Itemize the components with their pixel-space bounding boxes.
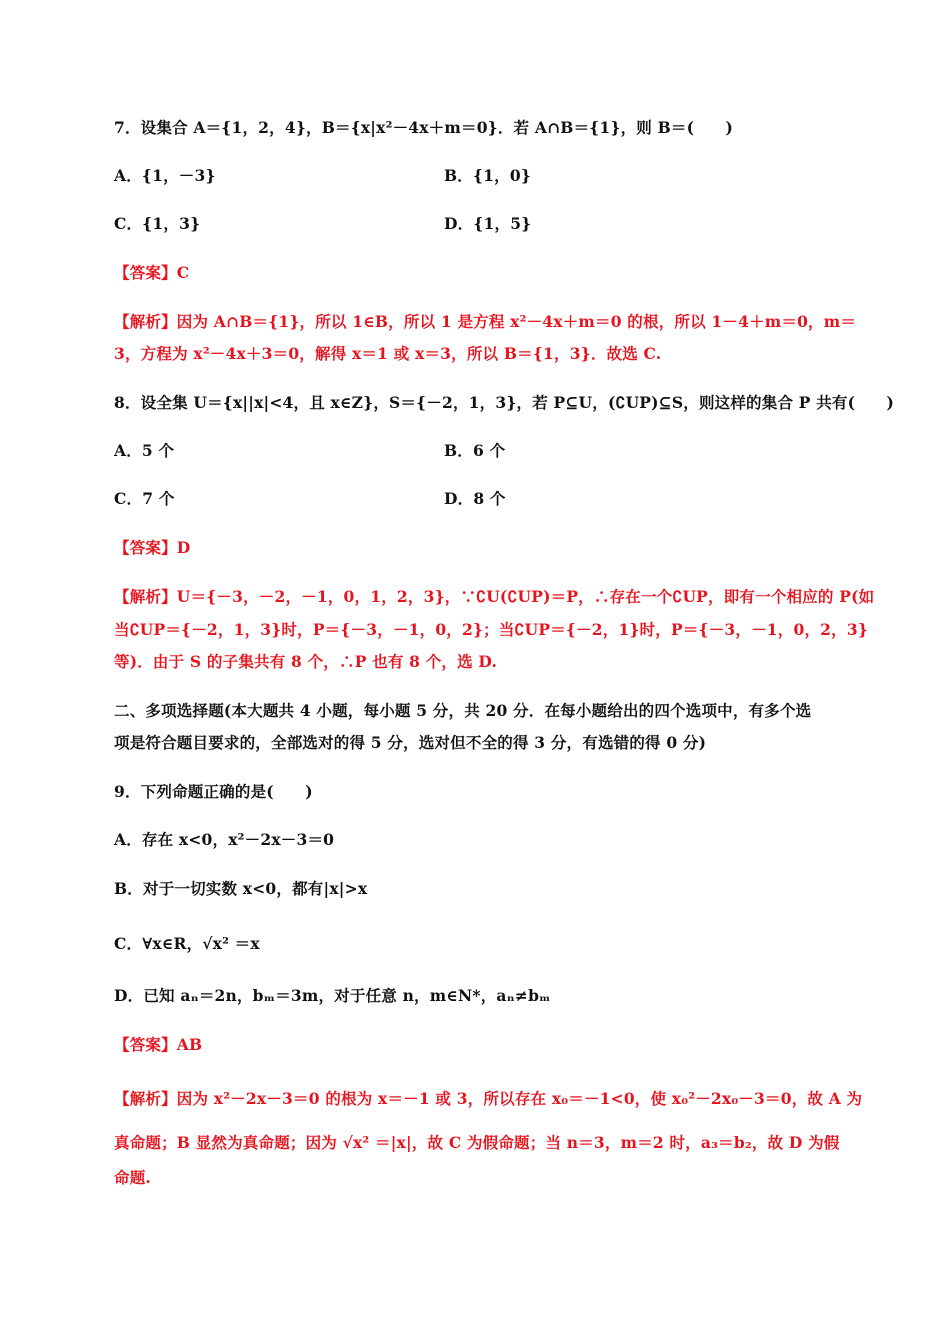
q7-option-c: C．{1，3}	[114, 214, 201, 233]
q9-answer: 【答案】AB	[114, 1035, 203, 1054]
q9-analysis-line1: 【解析】因为 x²－2x－3＝0 的根为 x＝－1 或 3，所以存在 x₀＝－1<0，使 x₀²－2x₀－3＝0，故 A 为	[114, 1089, 863, 1108]
q7-analysis-line1: 【解析】因为 A∩B＝{1}，所以 1∈B，所以 1 是方程 x²－4x＋m＝0 的根，所以 1－4＋m＝0，m＝	[114, 312, 857, 331]
q8-analysis-line3: 等)．由于 S 的子集共有 8 个，∴P 也有 8 个，选 D.	[114, 652, 498, 671]
q9-stem: 9．下列命题正确的是( )	[114, 782, 313, 801]
q8-analysis-line1: 【解析】U＝{－3，－2，－1，0，1，2，3}，∵∁U(∁UP)＝P，∴存在一个∁UP，即有一个相应的 P(如	[114, 587, 875, 606]
q9-option-d: D．已知 aₙ＝2n，bₘ＝3m，对于任意 n，m∈N*，aₙ≠bₘ	[114, 986, 551, 1005]
q8-answer: 【答案】D	[114, 538, 191, 557]
q7-answer: 【答案】C	[114, 263, 190, 282]
q7-option-d: D．{1，5}	[444, 214, 532, 233]
q7-analysis-line2: 3，方程为 x²－4x＋3＝0，解得 x＝1 或 x＝3，所以 B＝{1，3}．故选 C.	[114, 344, 662, 363]
q8-option-b: B．6 个	[444, 441, 506, 460]
q8-option-a: A．5 个	[114, 441, 175, 460]
q8-option-d: D．8 个	[444, 489, 506, 508]
q7-stem: 7．设集合 A＝{1，2，4}，B＝{x|x²－4x＋m＝0}．若 A∩B＝{1}，则 B＝( )	[114, 118, 734, 137]
q8-analysis-line2: 当∁UP＝{－2，1，3}时，P＝{－3，－1，0，2}；当∁UP＝{－2，1}时，P＝{－3，－1，0，2，3}	[114, 620, 869, 639]
q7-option-a: A．{1，－3}	[114, 166, 216, 185]
q8-option-c: C．7 个	[114, 489, 175, 508]
q9-option-b: B．对于一切实数 x<0，都有|x|>x	[114, 879, 368, 898]
section2-heading-line2: 项是符合题目要求的，全部选对的得 5 分，选对但不全的得 3 分，有选错的得 0 分)	[114, 733, 707, 752]
q7-option-b: B．{1，0}	[444, 166, 532, 185]
q9-option-c: C．∀x∈R，√x² ＝x	[114, 934, 260, 953]
q9-analysis-line2: 真命题；B 显然为真命题；因为 √x² ＝|x|，故 C 为假命题；当 n＝3，m＝2 时，a₃＝b₂，故 D 为假	[114, 1133, 840, 1152]
section2-heading-line1: 二、多项选择题(本大题共 4 小题，每小题 5 分，共 20 分．在每小题给出的四个选项中，有多个选	[114, 701, 812, 720]
q9-analysis-line3: 命题.	[114, 1168, 151, 1187]
q8-stem: 8．设全集 U＝{x||x|<4，且 x∈Z}，S＝{－2，1，3}，若 P⊆U，(∁UP)⊆S，则这样的集合 P 共有( )	[114, 393, 895, 412]
q9-option-a: A．存在 x<0，x²－2x－3＝0	[114, 830, 335, 849]
